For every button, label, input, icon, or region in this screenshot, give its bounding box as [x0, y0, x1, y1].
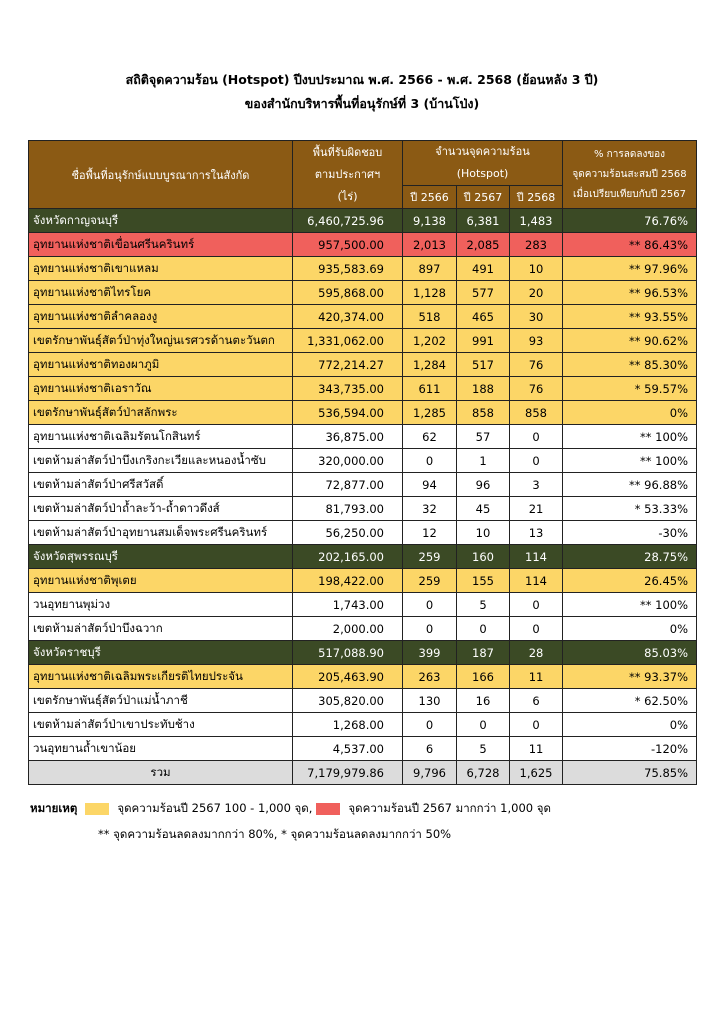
cell-2568: 1,483: [510, 209, 563, 233]
cell-area: 72,877.00: [293, 473, 403, 497]
header-year-2566: ปี 2566: [403, 186, 457, 209]
cell-area: 320,000.00: [293, 449, 403, 473]
cell-2566: 0: [403, 449, 457, 473]
cell-2568: 0: [510, 713, 563, 737]
legend-label: หมายเหตุ: [30, 801, 78, 815]
cell-2566: 1,202: [403, 329, 457, 353]
cell-2568: 30: [510, 305, 563, 329]
cell-2567: 45: [457, 497, 510, 521]
table-row: [29, 665, 697, 689]
cell-2568: 858: [510, 401, 563, 425]
yellow-swatch: [85, 803, 109, 815]
cell-percent: 75.85%: [563, 761, 697, 785]
cell-2566: 0: [403, 593, 457, 617]
cell-area: 1,331,062.00: [293, 329, 403, 353]
cell-area: 56,250.00: [293, 521, 403, 545]
table-row: [29, 257, 697, 281]
cell-percent: * 53.33%: [563, 497, 697, 521]
cell-area: 4,537.00: [293, 737, 403, 761]
cell-2567: 577: [457, 281, 510, 305]
cell-name: อุทยานแห่งชาติไทรโยค: [29, 281, 293, 305]
cell-area: 536,594.00: [293, 401, 403, 425]
cell-2568: 0: [510, 593, 563, 617]
province-row: [29, 545, 697, 569]
cell-name: วนอุทยานถ้ำเขาน้อย: [29, 737, 293, 761]
cell-percent: 85.03%: [563, 641, 697, 665]
cell-2567: 991: [457, 329, 510, 353]
cell-percent: ** 96.53%: [563, 281, 697, 305]
cell-2566: 130: [403, 689, 457, 713]
hotspot-table: [28, 140, 697, 785]
cell-2566: 94: [403, 473, 457, 497]
cell-2567: 858: [457, 401, 510, 425]
table-row: [29, 569, 697, 593]
cell-2567: 465: [457, 305, 510, 329]
header-hotspot: จำนวนจุดความร้อน (Hotspot): [403, 141, 563, 186]
cell-2567: 5: [457, 593, 510, 617]
legend-yellow-text: จุดความร้อนปี 2567 100 - 1,000 จุด,: [117, 801, 313, 815]
cell-2567: 6,728: [457, 761, 510, 785]
legend-note: ** จุดความร้อนลดลงมากกว่า 80%, * จุดความร้อนลดลงมากกว่า 50%: [98, 827, 452, 841]
cell-2567: 16: [457, 689, 510, 713]
cell-2567: 187: [457, 641, 510, 665]
cell-area: 202,165.00: [293, 545, 403, 569]
cell-name: วนอุทยานพุม่วง: [29, 593, 293, 617]
cell-area: 2,000.00: [293, 617, 403, 641]
cell-2567: 155: [457, 569, 510, 593]
cell-name: เขตห้ามล่าสัตว์ป่าบึงฉวาก: [29, 617, 293, 641]
cell-name: อุทยานแห่งชาติเฉลิมรัตนโกสินทร์: [29, 425, 293, 449]
cell-area: 517,088.90: [293, 641, 403, 665]
cell-2566: 897: [403, 257, 457, 281]
cell-name: เขตห้ามล่าสัตว์ป่าถ้ำละว้า-ถ้ำดาวดึงส์: [29, 497, 293, 521]
cell-2568: 3: [510, 473, 563, 497]
cell-2568: 20: [510, 281, 563, 305]
cell-name: เขตห้ามล่าสัตว์ป่าบึงเกริงกะเวียและหนองน้ำซับ: [29, 449, 293, 473]
header-percent: % การลดลงของ จุดความร้อนสะสมปี 2568 เมื่อเปรียบเทียบกับปี 2567: [563, 141, 697, 209]
table-row: [29, 329, 697, 353]
table-row: [29, 281, 697, 305]
cell-2567: 160: [457, 545, 510, 569]
cell-2567: 6,381: [457, 209, 510, 233]
cell-2567: 517: [457, 353, 510, 377]
cell-name: อุทยานแห่งชาติพุเตย: [29, 569, 293, 593]
cell-2567: 1: [457, 449, 510, 473]
cell-area: 595,868.00: [293, 281, 403, 305]
cell-name: เขตห้ามล่าสัตว์ป่าอุทยานสมเด็จพระศรีนครินทร์: [29, 521, 293, 545]
report-title: สถิติจุดความร้อน (Hotspot) ปีงบประมาณ พ.ศ. 2566 - พ.ศ. 2568 (ย้อนหลัง 3 ปี): [125, 72, 599, 87]
table-row: [29, 473, 697, 497]
cell-name: เขตห้ามล่าสัตว์ป่าเขาประทับช้าง: [29, 713, 293, 737]
cell-percent: 26.45%: [563, 569, 697, 593]
cell-area: 198,422.00: [293, 569, 403, 593]
cell-2566: 9,138: [403, 209, 457, 233]
cell-name: อุทยานแห่งชาติทองผาภูมิ: [29, 353, 293, 377]
cell-name: จังหวัดสุพรรณบุรี: [29, 545, 293, 569]
cell-area: 305,820.00: [293, 689, 403, 713]
cell-percent: ** 86.43%: [563, 233, 697, 257]
cell-area: 420,374.00: [293, 305, 403, 329]
cell-2566: 518: [403, 305, 457, 329]
cell-2567: 0: [457, 713, 510, 737]
header-name: ชื่อพื้นที่อนุรักษ์แบบบูรณาการในสังกัด: [29, 141, 293, 209]
cell-2566: 0: [403, 617, 457, 641]
cell-area: 81,793.00: [293, 497, 403, 521]
cell-2566: 1,284: [403, 353, 457, 377]
cell-percent: ** 93.55%: [563, 305, 697, 329]
cell-2568: 11: [510, 737, 563, 761]
cell-2568: 1,625: [510, 761, 563, 785]
legend: [30, 800, 551, 818]
header-year-2568: ปี 2568: [510, 186, 563, 209]
cell-2566: 1,285: [403, 401, 457, 425]
table-row: [29, 449, 697, 473]
cell-2568: 114: [510, 545, 563, 569]
cell-percent: ** 85.30%: [563, 353, 697, 377]
cell-percent: ** 97.96%: [563, 257, 697, 281]
table-row: [29, 425, 697, 449]
cell-name: เขตรักษาพันธุ์สัตว์ป่าแม่น้ำภาชี: [29, 689, 293, 713]
cell-2566: 263: [403, 665, 457, 689]
cell-2566: 6: [403, 737, 457, 761]
table-row: [29, 497, 697, 521]
report-subtitle: ของสำนักบริหารพื้นที่อนุรักษ์ที่ 3 (บ้านโป่ง): [244, 96, 480, 111]
cell-2568: 0: [510, 617, 563, 641]
table-row: [29, 593, 697, 617]
cell-2566: 2,013: [403, 233, 457, 257]
cell-percent: ** 96.88%: [563, 473, 697, 497]
cell-percent: 0%: [563, 401, 697, 425]
cell-2567: 5: [457, 737, 510, 761]
cell-2567: 57: [457, 425, 510, 449]
table-row: [29, 401, 697, 425]
cell-2567: 166: [457, 665, 510, 689]
cell-name: เขตห้ามล่าสัตว์ป่าศรีสวัสดิ์: [29, 473, 293, 497]
cell-2567: 491: [457, 257, 510, 281]
cell-2568: 11: [510, 665, 563, 689]
cell-2568: 0: [510, 425, 563, 449]
cell-area: 772,214.27: [293, 353, 403, 377]
header-area: พื้นที่รับผิดชอบ ตามประกาศฯ (ไร่): [293, 141, 403, 209]
cell-percent: 76.76%: [563, 209, 697, 233]
cell-2568: 76: [510, 377, 563, 401]
cell-2568: 28: [510, 641, 563, 665]
cell-percent: * 59.57%: [563, 377, 697, 401]
province-row: [29, 209, 697, 233]
cell-percent: ** 100%: [563, 449, 697, 473]
cell-area: 957,500.00: [293, 233, 403, 257]
table-row: [29, 689, 697, 713]
cell-percent: 28.75%: [563, 545, 697, 569]
cell-area: 205,463.90: [293, 665, 403, 689]
table-row: [29, 353, 697, 377]
cell-2566: 611: [403, 377, 457, 401]
cell-2567: 2,085: [457, 233, 510, 257]
cell-percent: 0%: [563, 713, 697, 737]
table-row: [29, 377, 697, 401]
cell-2567: 188: [457, 377, 510, 401]
cell-area: 1,268.00: [293, 713, 403, 737]
cell-2567: 0: [457, 617, 510, 641]
cell-name: รวม: [29, 761, 293, 785]
table-row: [29, 617, 697, 641]
table-row: [29, 305, 697, 329]
cell-area: 6,460,725.96: [293, 209, 403, 233]
cell-2567: 10: [457, 521, 510, 545]
total-row: [29, 761, 697, 785]
cell-area: 36,875.00: [293, 425, 403, 449]
cell-name: อุทยานแห่งชาติเขาแหลม: [29, 257, 293, 281]
cell-2566: 32: [403, 497, 457, 521]
cell-2566: 259: [403, 569, 457, 593]
cell-2566: 62: [403, 425, 457, 449]
table-row: [29, 737, 697, 761]
cell-name: จังหวัดกาญจนบุรี: [29, 209, 293, 233]
table-row: [29, 713, 697, 737]
cell-name: เขตรักษาพันธุ์สัตว์ป่าทุ่งใหญ่นเรศวรด้านตะวันตก: [29, 329, 293, 353]
cell-percent: ** 100%: [563, 593, 697, 617]
header-year-2567: ปี 2567: [457, 186, 510, 209]
cell-area: 935,583.69: [293, 257, 403, 281]
cell-name: อุทยานแห่งชาติเฉลิมพระเกียรติไทยประจัน: [29, 665, 293, 689]
cell-percent: ** 90.62%: [563, 329, 697, 353]
cell-percent: * 62.50%: [563, 689, 697, 713]
cell-area: 1,743.00: [293, 593, 403, 617]
cell-2568: 10: [510, 257, 563, 281]
cell-2568: 6: [510, 689, 563, 713]
legend-red-text: จุดความร้อนปี 2567 มากกว่า 1,000 จุด: [348, 801, 551, 815]
cell-2568: 21: [510, 497, 563, 521]
cell-2566: 9,796: [403, 761, 457, 785]
table-row: [29, 521, 697, 545]
cell-percent: ** 100%: [563, 425, 697, 449]
cell-2566: 399: [403, 641, 457, 665]
cell-2566: 259: [403, 545, 457, 569]
cell-percent: 0%: [563, 617, 697, 641]
cell-percent: -120%: [563, 737, 697, 761]
cell-area: 7,179,979.86: [293, 761, 403, 785]
red-swatch: [316, 803, 340, 815]
cell-2568: 13: [510, 521, 563, 545]
cell-percent: ** 93.37%: [563, 665, 697, 689]
cell-name: อุทยานแห่งชาติลำคลองงู: [29, 305, 293, 329]
province-row: [29, 641, 697, 665]
cell-2567: 96: [457, 473, 510, 497]
table-row: [29, 233, 697, 257]
cell-name: จังหวัดราชบุรี: [29, 641, 293, 665]
cell-area: 343,735.00: [293, 377, 403, 401]
cell-name: อุทยานแห่งชาติเอราวัณ: [29, 377, 293, 401]
cell-percent: -30%: [563, 521, 697, 545]
cell-2566: 0: [403, 713, 457, 737]
cell-2568: 76: [510, 353, 563, 377]
cell-name: เขตรักษาพันธุ์สัตว์ป่าสลักพระ: [29, 401, 293, 425]
cell-2568: 283: [510, 233, 563, 257]
cell-2566: 1,128: [403, 281, 457, 305]
cell-2568: 0: [510, 449, 563, 473]
cell-name: อุทยานแห่งชาติเขื่อนศรีนครินทร์: [29, 233, 293, 257]
cell-2566: 12: [403, 521, 457, 545]
cell-2568: 93: [510, 329, 563, 353]
cell-2568: 114: [510, 569, 563, 593]
